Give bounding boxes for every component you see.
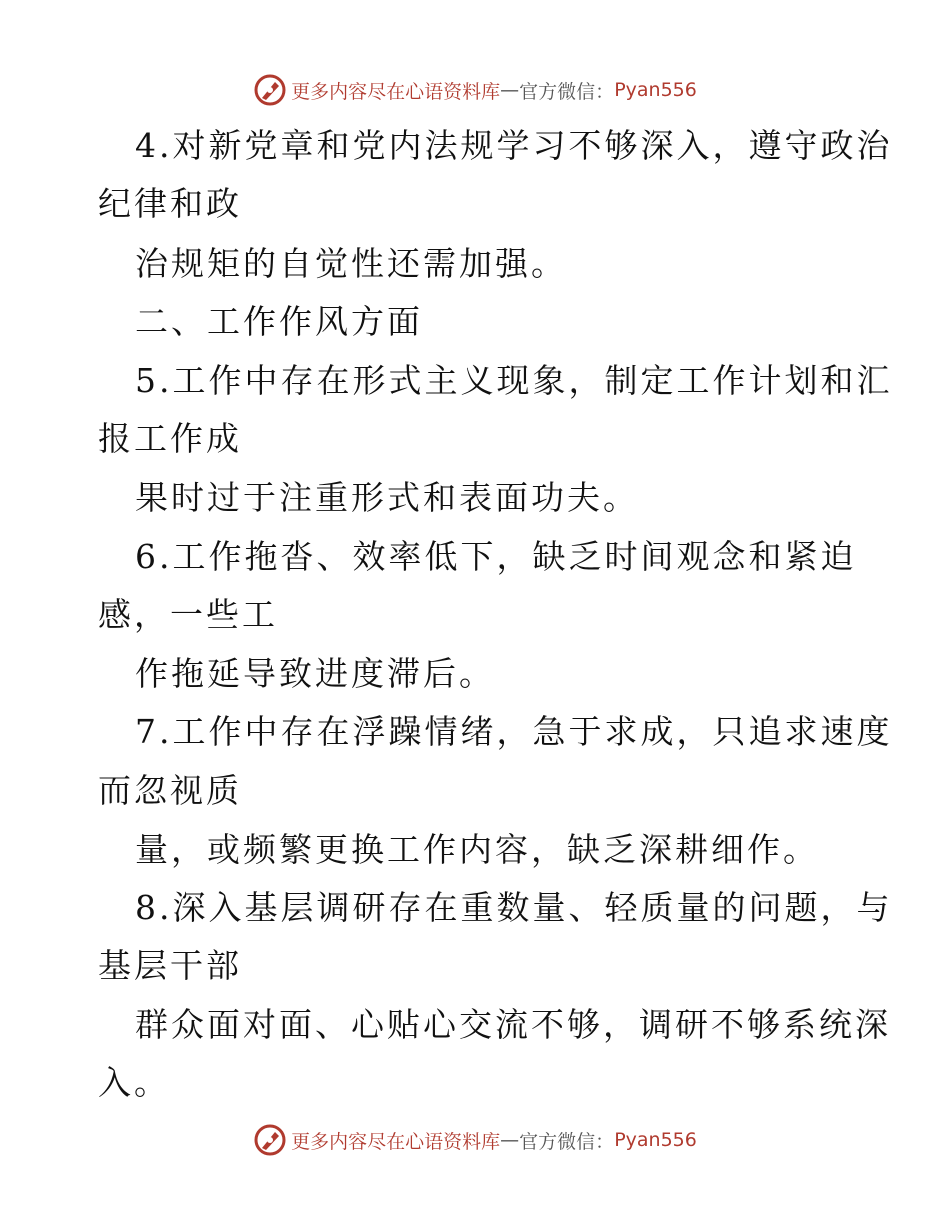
- pen-logo-icon: [253, 73, 287, 107]
- text-line: 基层干部: [98, 946, 242, 985]
- text-line: 治规矩的自觉性还需加强。: [135, 244, 567, 283]
- text-line: 感，一些工: [98, 595, 278, 634]
- text-line: 量，或频繁更换工作内容，缺乏深耕细作。: [135, 830, 819, 869]
- banner-wechat-label: 官方微信：: [519, 1130, 615, 1153]
- text-line: 入。: [98, 1063, 170, 1102]
- banner-dash: —: [500, 1129, 520, 1151]
- text-line: 作拖延导致进度滞后。: [135, 654, 495, 693]
- banner-handle: Pyan556: [614, 79, 697, 101]
- text-line: 6.工作拖沓、效率低下，缺乏时间观念和紧迫: [135, 537, 857, 576]
- text-line: 而忽视质: [98, 771, 242, 810]
- text-line: 群众面对面、心贴心交流不够，调研不够系统深: [135, 1005, 891, 1044]
- banner-handle: Pyan556: [614, 1129, 697, 1151]
- text-line: 果时过于注重形式和表面功夫。: [135, 478, 639, 517]
- header-banner: [0, 70, 950, 110]
- banner-prefix: 更多内容尽在心语资料库: [291, 80, 501, 103]
- text-line: 8.深入基层调研存在重数量、轻质量的问题，与: [135, 888, 893, 927]
- footer-banner: [0, 1120, 950, 1160]
- text-line: 纪律和政: [98, 184, 242, 223]
- text-line: 7.工作中存在浮躁情绪，急于求成，只追求速度: [135, 712, 893, 751]
- text-line: 报工作成: [98, 419, 242, 458]
- banner-prefix: 更多内容尽在心语资料库: [291, 1130, 501, 1153]
- text-line: 4.对新党章和党内法规学习不够深入，遵守政治: [135, 126, 893, 165]
- banner-wechat-label: 官方微信：: [519, 80, 615, 103]
- text-line: 5.工作中存在形式主义现象，制定工作计划和汇: [135, 361, 893, 400]
- pen-logo-icon: [253, 1123, 287, 1157]
- banner-dash: —: [500, 79, 520, 101]
- section-heading: 二、工作作风方面: [135, 302, 423, 341]
